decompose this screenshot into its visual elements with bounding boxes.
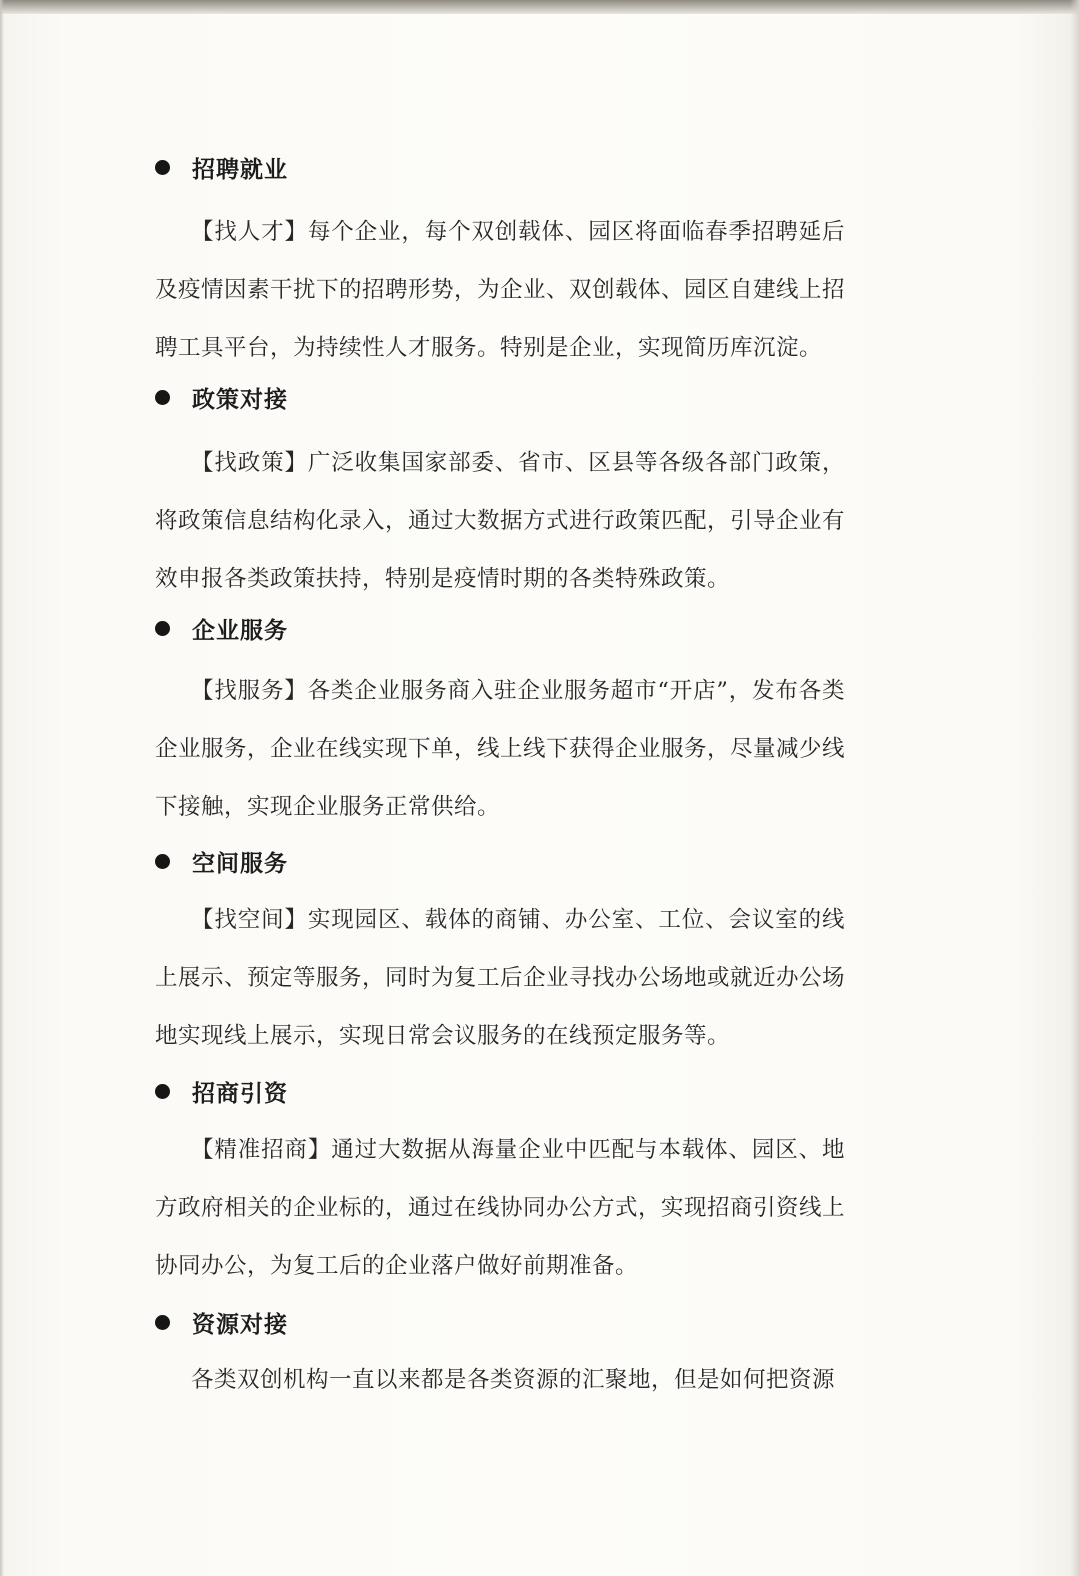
page-right-shadow — [1070, 0, 1080, 1576]
bullet-icon — [155, 621, 170, 636]
bullet-icon — [155, 160, 170, 175]
section-heading — [155, 1071, 288, 1111]
bullet-icon — [155, 390, 170, 405]
section-heading — [155, 147, 288, 187]
bullet-icon — [155, 1315, 170, 1330]
section-heading-text: 政策对接 — [192, 386, 288, 413]
section-heading-text: 空间服务 — [192, 850, 288, 877]
bullet-icon — [155, 854, 170, 869]
section-paragraph: 【找服务】各类企业服务商入驻企业服务超市“开店”，发布各类企业服务，企业在线实现下单，线上线下获得企业服务，尽量减少线下接触，实现企业服务正常供给。 — [155, 678, 846, 820]
page-left-shadow — [0, 0, 4, 1576]
section-heading-text: 资源对接 — [192, 1311, 288, 1338]
section-heading — [155, 377, 288, 417]
section-heading — [155, 841, 288, 881]
page-top-edge — [0, 0, 1080, 14]
section-heading-text: 招聘就业 — [192, 156, 288, 183]
section-paragraph: 【精准招商】通过大数据从海量企业中匹配与本载体、园区、地方政府相关的企业标的，通过在线协同办公方式，实现招商引资线上协同办公，为复工后的企业落户做好前期准备。 — [155, 1137, 846, 1279]
section-heading — [155, 1302, 288, 1342]
section-paragraph: 【找人才】每个企业，每个双创载体、园区将面临春季招聘延后及疫情因素干扰下的招聘形势，为企业、双创载体、园区自建线上招聘工具平台，为持续性人才服务。特别是企业，实现简历库沉淀。 — [155, 219, 846, 361]
bullet-icon — [155, 1084, 170, 1099]
section-paragraph: 各类双创机构一直以来都是各类资源的汇聚地，但是如何把资源 — [191, 1367, 836, 1393]
section-paragraph: 【找政策】广泛收集国家部委、省市、区县等各级各部门政策，将政策信息结构化录入，通过大数据方式进行政策匹配，引导企业有效申报各类政策扶持，特别是疫情时期的各类特殊政策。 — [155, 450, 846, 592]
section-paragraph: 【找空间】实现园区、载体的商铺、办公室、工位、会议室的线上展示、预定等服务，同时为复工后企业寻找办公场地或就近办公场地实现线上展示，实现日常会议服务的在线预定服务等。 — [155, 907, 846, 1049]
section-heading — [155, 608, 288, 648]
section-heading-text: 企业服务 — [192, 617, 288, 644]
section-heading-text: 招商引资 — [192, 1080, 288, 1107]
